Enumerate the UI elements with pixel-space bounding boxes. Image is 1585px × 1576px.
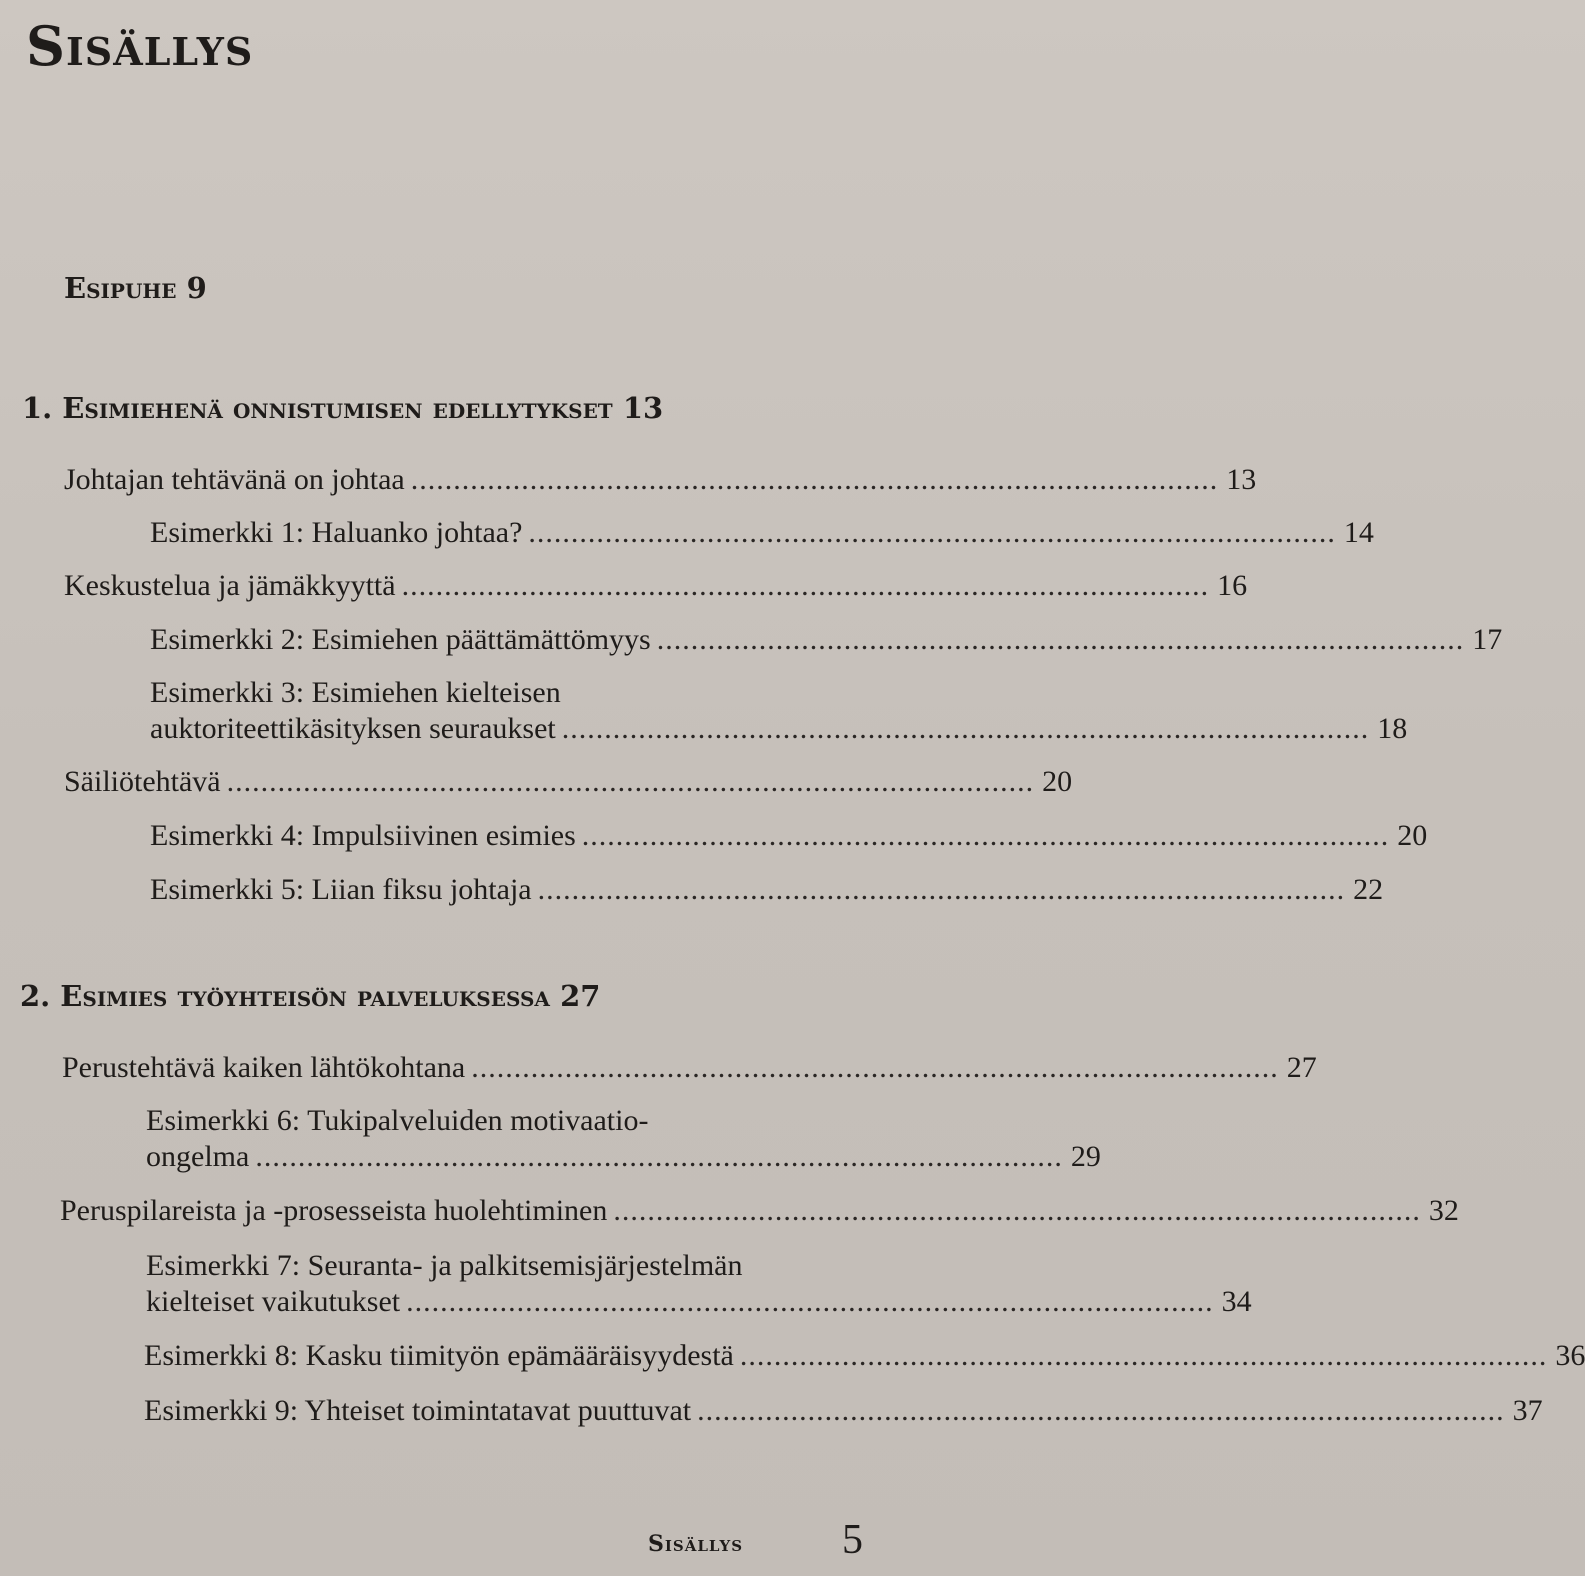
toc-entry-label: Keskustelua ja jämäkkyyttä: [64, 569, 396, 602]
dot-leader: ...............................................................................................: [406, 1285, 1214, 1318]
toc-entry-label-line1: Esimerkki 6: Tukipalveluiden motivaatio-: [146, 1104, 649, 1137]
toc-entry: [146, 1103, 1101, 1175]
toc-entry: [146, 1248, 1252, 1320]
toc-entry-page: 27: [1286, 1051, 1317, 1084]
toc-entry-label: Esimerkki 9: Yhteiset toimintatavat puuttuvat: [144, 1394, 692, 1427]
toc-entry: [64, 462, 1257, 498]
toc-entry-page: 13: [1226, 463, 1257, 496]
dot-leader: ...............................................................................................: [537, 873, 1346, 906]
dot-leader: ...............................................................................................: [226, 765, 1035, 798]
toc-entry: [150, 622, 1503, 658]
chapter-title: Esimiehenä onnistumisen edellytykset: [62, 391, 613, 425]
toc-entry: [60, 1193, 1459, 1229]
toc-entry-label: ongelma: [146, 1140, 250, 1173]
dot-leader: ...............................................................................................: [656, 623, 1465, 656]
toc-entry-page: 36: [1555, 1339, 1585, 1372]
toc-entry: [144, 1393, 1543, 1429]
dot-leader: ...............................................................................................: [697, 1394, 1505, 1427]
toc-entry-page: 22: [1353, 873, 1384, 906]
toc-entry-page: 20: [1042, 765, 1073, 798]
toc-entry-page: 17: [1472, 623, 1503, 656]
toc-entry-label: Esimerkki 4: Impulsiivinen esimies: [150, 819, 576, 852]
toc-entry-label: Johtajan tehtävänä on johtaa: [64, 463, 405, 496]
dot-leader: ...............................................................................................: [401, 569, 1210, 602]
toc-entry-label: auktoriteettikäsityksen seuraukset: [150, 712, 556, 745]
chapter-heading: [22, 390, 663, 426]
toc-entry: [62, 1050, 1317, 1086]
toc-entry: [150, 675, 1408, 747]
chapter-number: 2.: [20, 979, 51, 1013]
toc-entry-page: 37: [1512, 1394, 1543, 1427]
toc-entry: [144, 1338, 1585, 1374]
chapter-heading: [20, 978, 600, 1014]
toc-entry-page: 18: [1377, 712, 1408, 745]
toc-entry: [150, 872, 1384, 908]
toc-entry-page: 29: [1070, 1140, 1101, 1173]
toc-entry-label: Peruspilareista ja -prosesseista huolehtiminen: [60, 1194, 608, 1227]
preface-page: 9: [186, 271, 207, 305]
dot-leader: ...............................................................................................: [255, 1140, 1063, 1173]
dot-leader: ...............................................................................................: [739, 1339, 1548, 1372]
toc-entry: [150, 515, 1374, 551]
toc-entry-page: 20: [1397, 819, 1428, 852]
toc-entry-label: Esimerkki 1: Haluanko johtaa?: [150, 516, 523, 549]
page-number: 5: [842, 1517, 863, 1563]
chapter-number: 1.: [22, 391, 53, 425]
toc-entry: [64, 568, 1248, 604]
dot-leader: ...............................................................................................: [471, 1051, 1279, 1084]
toc-entry-label: Esimerkki 5: Liian fiksu johtaja: [150, 873, 532, 906]
dot-leader: ...............................................................................................: [581, 819, 1390, 852]
chapter-title: Esimies työyhteisön palveluksessa: [60, 979, 550, 1013]
toc-entry-page: 32: [1428, 1194, 1459, 1227]
toc-entry-label: Esimerkki 8: Kasku tiimityön epämääräisyydestä: [144, 1339, 734, 1372]
toc-entry-label-line1: Esimerkki 7: Seuranta- ja palkitsemisjärjestelmän: [146, 1249, 743, 1282]
toc-entry: [150, 818, 1428, 854]
dot-leader: ...............................................................................................: [528, 516, 1336, 549]
toc-entry-label: kielteiset vaikutukset: [146, 1285, 401, 1318]
toc-entry-label-line1: Esimerkki 3: Esimiehen kielteisen: [150, 676, 561, 709]
dot-leader: ...............................................................................................: [613, 1194, 1421, 1227]
toc-entry: [64, 764, 1073, 800]
toc-entry-label: Säiliötehtävä: [64, 765, 221, 798]
chapter-page: 27: [560, 979, 601, 1013]
page-title: Sisällys: [26, 14, 254, 78]
toc-entry-label: Esimerkki 2: Esimiehen päättämättömyys: [150, 623, 651, 656]
toc-entry-page: 16: [1217, 569, 1248, 602]
dot-leader: ...............................................................................................: [561, 712, 1370, 745]
chapter-page: 13: [622, 391, 664, 425]
toc-entry-page: 14: [1343, 516, 1374, 549]
toc-entry-page: 34: [1221, 1285, 1252, 1318]
preface-heading: [64, 270, 207, 306]
toc-entry-label: Perustehtävä kaiken lähtökohtana: [62, 1051, 466, 1084]
running-footer: Sisällys: [648, 1531, 744, 1557]
dot-leader: ...............................................................................................: [410, 463, 1219, 496]
preface-label: Esipuhe: [64, 271, 177, 305]
